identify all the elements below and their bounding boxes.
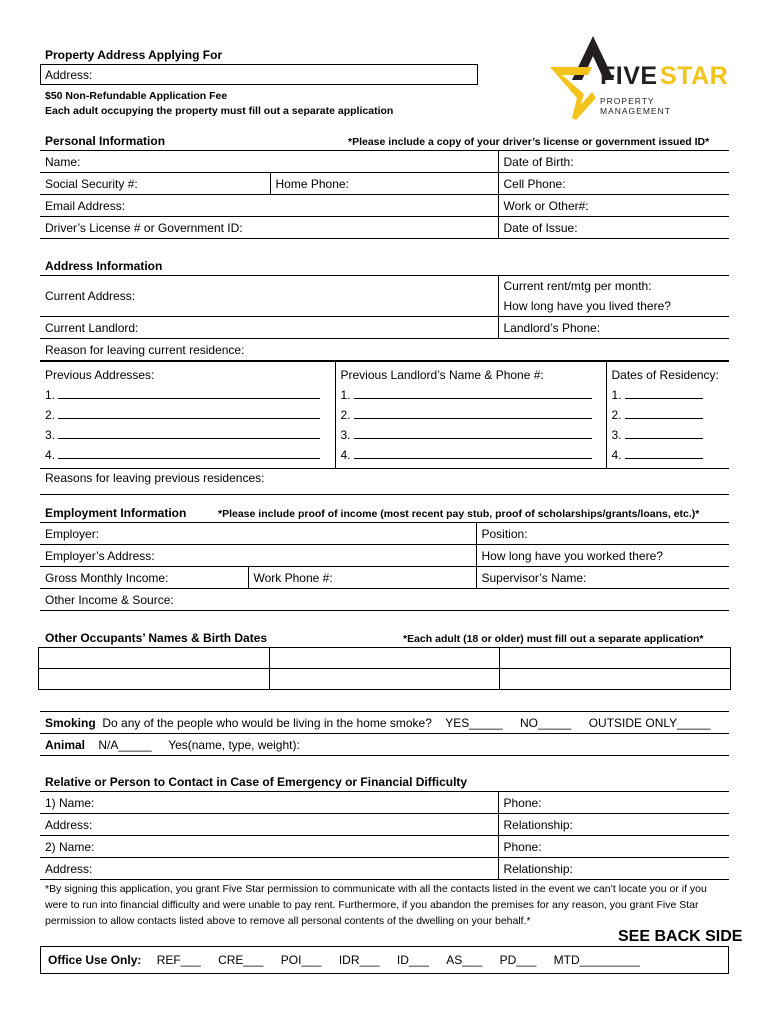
smoking-label: Smoking — [45, 715, 96, 730]
contact1-name-field[interactable] — [40, 792, 498, 814]
prev-address-line[interactable] — [58, 426, 320, 439]
contact2-phone-field[interactable] — [498, 836, 729, 858]
office-code-cre[interactable]: CRE___ — [218, 953, 264, 967]
employer-label: Employer: — [45, 526, 100, 541]
address-info-heading: Address Information — [45, 259, 163, 273]
gross-income-label: Gross Monthly Income: — [45, 570, 169, 585]
reason-current-field[interactable] — [40, 339, 729, 361]
email-field[interactable] — [40, 195, 498, 217]
residency-number: 3. — [611, 428, 622, 442]
employer-field[interactable] — [40, 523, 476, 545]
reason-current-label: Reason for leaving current residence: — [45, 342, 245, 357]
smoking-row — [40, 712, 729, 734]
logo-text-five: FIVE — [600, 62, 658, 90]
contact1-relationship-field[interactable] — [498, 814, 729, 836]
supervisor-field[interactable] — [476, 567, 729, 589]
personal-info-heading: Personal Information — [45, 134, 166, 148]
contact1-relationship-label: Relationship: — [503, 817, 573, 832]
previous-addresses-column[interactable] — [40, 362, 335, 469]
fee-line: $50 Non-Refundable Application Fee — [45, 90, 228, 102]
logo-text-star: STAR — [660, 62, 729, 90]
occupants-heading: Other Occupants’ Names & Birth Dates — [45, 631, 268, 645]
ssn-field[interactable] — [40, 173, 270, 195]
employer-address-label: Employer’s Address: — [45, 548, 155, 563]
dates-residency-column[interactable] — [606, 362, 729, 469]
other-income-field[interactable] — [40, 589, 729, 611]
current-address-label: Current Address: — [45, 289, 136, 303]
property-address-title: Property Address Applying For — [45, 48, 223, 62]
work-other-label: Work or Other#: — [503, 198, 589, 213]
supervisor-label: Supervisor’s Name: — [481, 570, 587, 585]
reasons-previous-field[interactable] — [40, 469, 729, 495]
work-phone-label: Work Phone #: — [253, 570, 333, 585]
five-star-logo — [548, 32, 728, 122]
occupant-cell[interactable] — [500, 669, 731, 690]
personal-info-note: *Please include a copy of your driver’s license or government issued ID* — [348, 136, 710, 148]
position-field[interactable] — [476, 523, 729, 545]
contact2-name-field[interactable] — [40, 836, 498, 858]
emergency-heading: Relative or Person to Contact in Case of Emergency or Financial Difficulty — [45, 775, 468, 789]
work-phone-field[interactable] — [248, 567, 476, 589]
office-code-id[interactable]: ID___ — [396, 953, 429, 967]
email-label: Email Address: — [45, 198, 126, 213]
how-long-worked-label: How long have you worked there? — [481, 548, 663, 563]
date-issue-field[interactable] — [498, 217, 729, 239]
contact1-address-label: Address: — [45, 817, 93, 832]
prev-landlord-number: 2. — [340, 408, 351, 422]
prev-address-line[interactable] — [58, 386, 320, 399]
cell-phone-field[interactable] — [498, 173, 729, 195]
personal-info-table — [40, 150, 729, 239]
office-code-as[interactable]: AS___ — [446, 953, 483, 967]
smoking-outside-only[interactable]: OUTSIDE ONLY_____ — [588, 715, 711, 730]
contact2-address-label: Address: — [45, 861, 93, 876]
landlord-phone-label: Landlord’s Phone: — [503, 320, 601, 335]
dob-label: Date of Birth: — [503, 154, 574, 169]
emergency-disclaimer: *By signing this application, you grant Five Star permission to communicate with all the contacts listed in the event we can’t locate you or if you were to run into financial difficulty and were unable to pay rent. Furthermore, if you abandon the premises for any reason, you grant Five Star permission to allow contacts listed above to remove all personal contents of the dwelling on your behalf.* — [45, 883, 707, 927]
contact2-name-label: 2) Name: — [45, 839, 95, 854]
employment-table — [40, 522, 729, 611]
smoking-yes[interactable]: YES_____ — [445, 715, 503, 730]
other-income-label: Other Income & Source: — [45, 592, 174, 607]
animal-row — [40, 734, 729, 756]
logo-subtitle: PROPERTY MANAGEMENT — [600, 96, 671, 116]
residency-number: 1. — [611, 388, 622, 402]
prev-landlord-line[interactable] — [354, 426, 592, 439]
animal-yes-detail[interactable]: Yes(name, type, weight): — [168, 737, 300, 752]
current-address-field[interactable] — [40, 276, 498, 317]
office-use-label: Office Use Only: — [48, 953, 142, 967]
property-address-label: Address: — [45, 68, 93, 82]
contact1-phone-field[interactable] — [498, 792, 729, 814]
prev-address-number: 3. — [45, 428, 56, 442]
rent-label: Current rent/mtg per month: — [503, 279, 652, 293]
previous-addresses-label: Previous Addresses: — [45, 368, 155, 382]
occupants-table — [38, 647, 731, 690]
office-use-table — [40, 946, 729, 974]
prev-landlord-number: 3. — [340, 428, 351, 442]
work-other-field[interactable] — [498, 195, 729, 217]
office-code-idr[interactable]: IDR___ — [338, 953, 380, 967]
name-field[interactable] — [40, 151, 498, 173]
prev-address-line[interactable] — [58, 446, 320, 459]
animal-na[interactable]: N/A_____ — [98, 737, 152, 752]
home-phone-field[interactable] — [270, 173, 498, 195]
residency-line[interactable] — [625, 406, 703, 419]
previous-addresses-table — [40, 361, 729, 495]
contact1-phone-label: Phone: — [503, 795, 542, 810]
gross-income-field[interactable] — [40, 567, 248, 589]
prev-landlord-number: 4. — [340, 448, 351, 462]
residency-number: 2. — [611, 408, 622, 422]
rent-field[interactable] — [498, 276, 729, 317]
prev-landlord-line[interactable] — [354, 386, 592, 399]
current-landlord-field[interactable] — [40, 317, 498, 339]
occupant-cell[interactable] — [500, 648, 731, 669]
residency-line[interactable] — [625, 446, 703, 459]
office-use-row — [41, 947, 729, 974]
previous-landlord-column[interactable] — [335, 362, 606, 469]
how-long-lived-label: How long have you lived there? — [503, 299, 671, 313]
prev-landlord-number: 1. — [340, 388, 351, 402]
previous-landlord-label: Previous Landlord’s Name & Phone #: — [340, 368, 544, 382]
contact2-address-field[interactable] — [40, 858, 498, 880]
office-code-mtd[interactable]: MTD_________ — [553, 953, 640, 967]
ssn-label: Social Security #: — [45, 176, 138, 191]
prev-address-line[interactable] — [58, 406, 320, 419]
position-label: Position: — [481, 526, 528, 541]
license-label: Driver’s License # or Government ID: — [45, 220, 243, 235]
see-back-side: SEE BACK SIDE — [618, 928, 743, 945]
contact1-address-field[interactable] — [40, 814, 498, 836]
emergency-table — [40, 791, 729, 880]
residency-line[interactable] — [625, 386, 703, 399]
contact2-relationship-label: Relationship: — [503, 861, 573, 876]
date-issue-label: Date of Issue: — [503, 220, 578, 235]
address-info-table — [40, 275, 729, 361]
office-code-ref[interactable]: REF___ — [156, 953, 201, 967]
smoking-animal-table — [40, 711, 729, 756]
residency-line[interactable] — [625, 426, 703, 439]
license-field[interactable] — [40, 217, 498, 239]
current-landlord-label: Current Landlord: — [45, 320, 139, 335]
office-code-pd[interactable]: PD___ — [499, 953, 537, 967]
occupant-cell[interactable] — [39, 648, 270, 669]
contact2-relationship-field[interactable] — [498, 858, 729, 880]
each-adult-line: Each adult occupying the property must fill out a separate application — [45, 105, 394, 117]
animal-label: Animal — [45, 737, 86, 752]
name-label: Name: — [45, 154, 81, 169]
occupant-cell[interactable] — [270, 669, 500, 690]
occupants-note: *Each adult (18 or older) must fill out a separate application* — [403, 633, 704, 645]
smoking-question: Do any of the people who would be living in the home smoke? — [102, 715, 432, 730]
employment-note: *Please include proof of income (most recent pay stub, proof of scholarships/grants/loans, etc.)* — [218, 508, 700, 520]
prev-landlord-line[interactable] — [354, 406, 592, 419]
landlord-phone-field[interactable] — [498, 317, 729, 339]
reasons-previous-label: Reasons for leaving previous residences: — [45, 471, 265, 485]
contact2-phone-label: Phone: — [503, 839, 542, 854]
employer-address-field[interactable] — [40, 545, 476, 567]
prev-address-number: 2. — [45, 408, 56, 422]
contact1-name-label: 1) Name: — [45, 795, 95, 810]
dob-field[interactable] — [498, 151, 729, 173]
cell-phone-label: Cell Phone: — [503, 176, 566, 191]
prev-landlord-line[interactable] — [354, 446, 592, 459]
smoking-no[interactable]: NO_____ — [519, 715, 572, 730]
prev-address-number: 4. — [45, 448, 56, 462]
employment-heading: Employment Information — [45, 506, 187, 520]
property-address-field[interactable] — [40, 64, 478, 85]
office-code-poi[interactable]: POI___ — [280, 953, 322, 967]
prev-address-number: 1. — [45, 388, 56, 402]
how-long-worked-field[interactable] — [476, 545, 729, 567]
occupant-cell[interactable] — [39, 669, 270, 690]
dates-residency-label: Dates of Residency: — [611, 368, 719, 382]
home-phone-label: Home Phone: — [275, 176, 349, 191]
occupant-cell[interactable] — [270, 648, 500, 669]
residency-number: 4. — [611, 448, 622, 462]
